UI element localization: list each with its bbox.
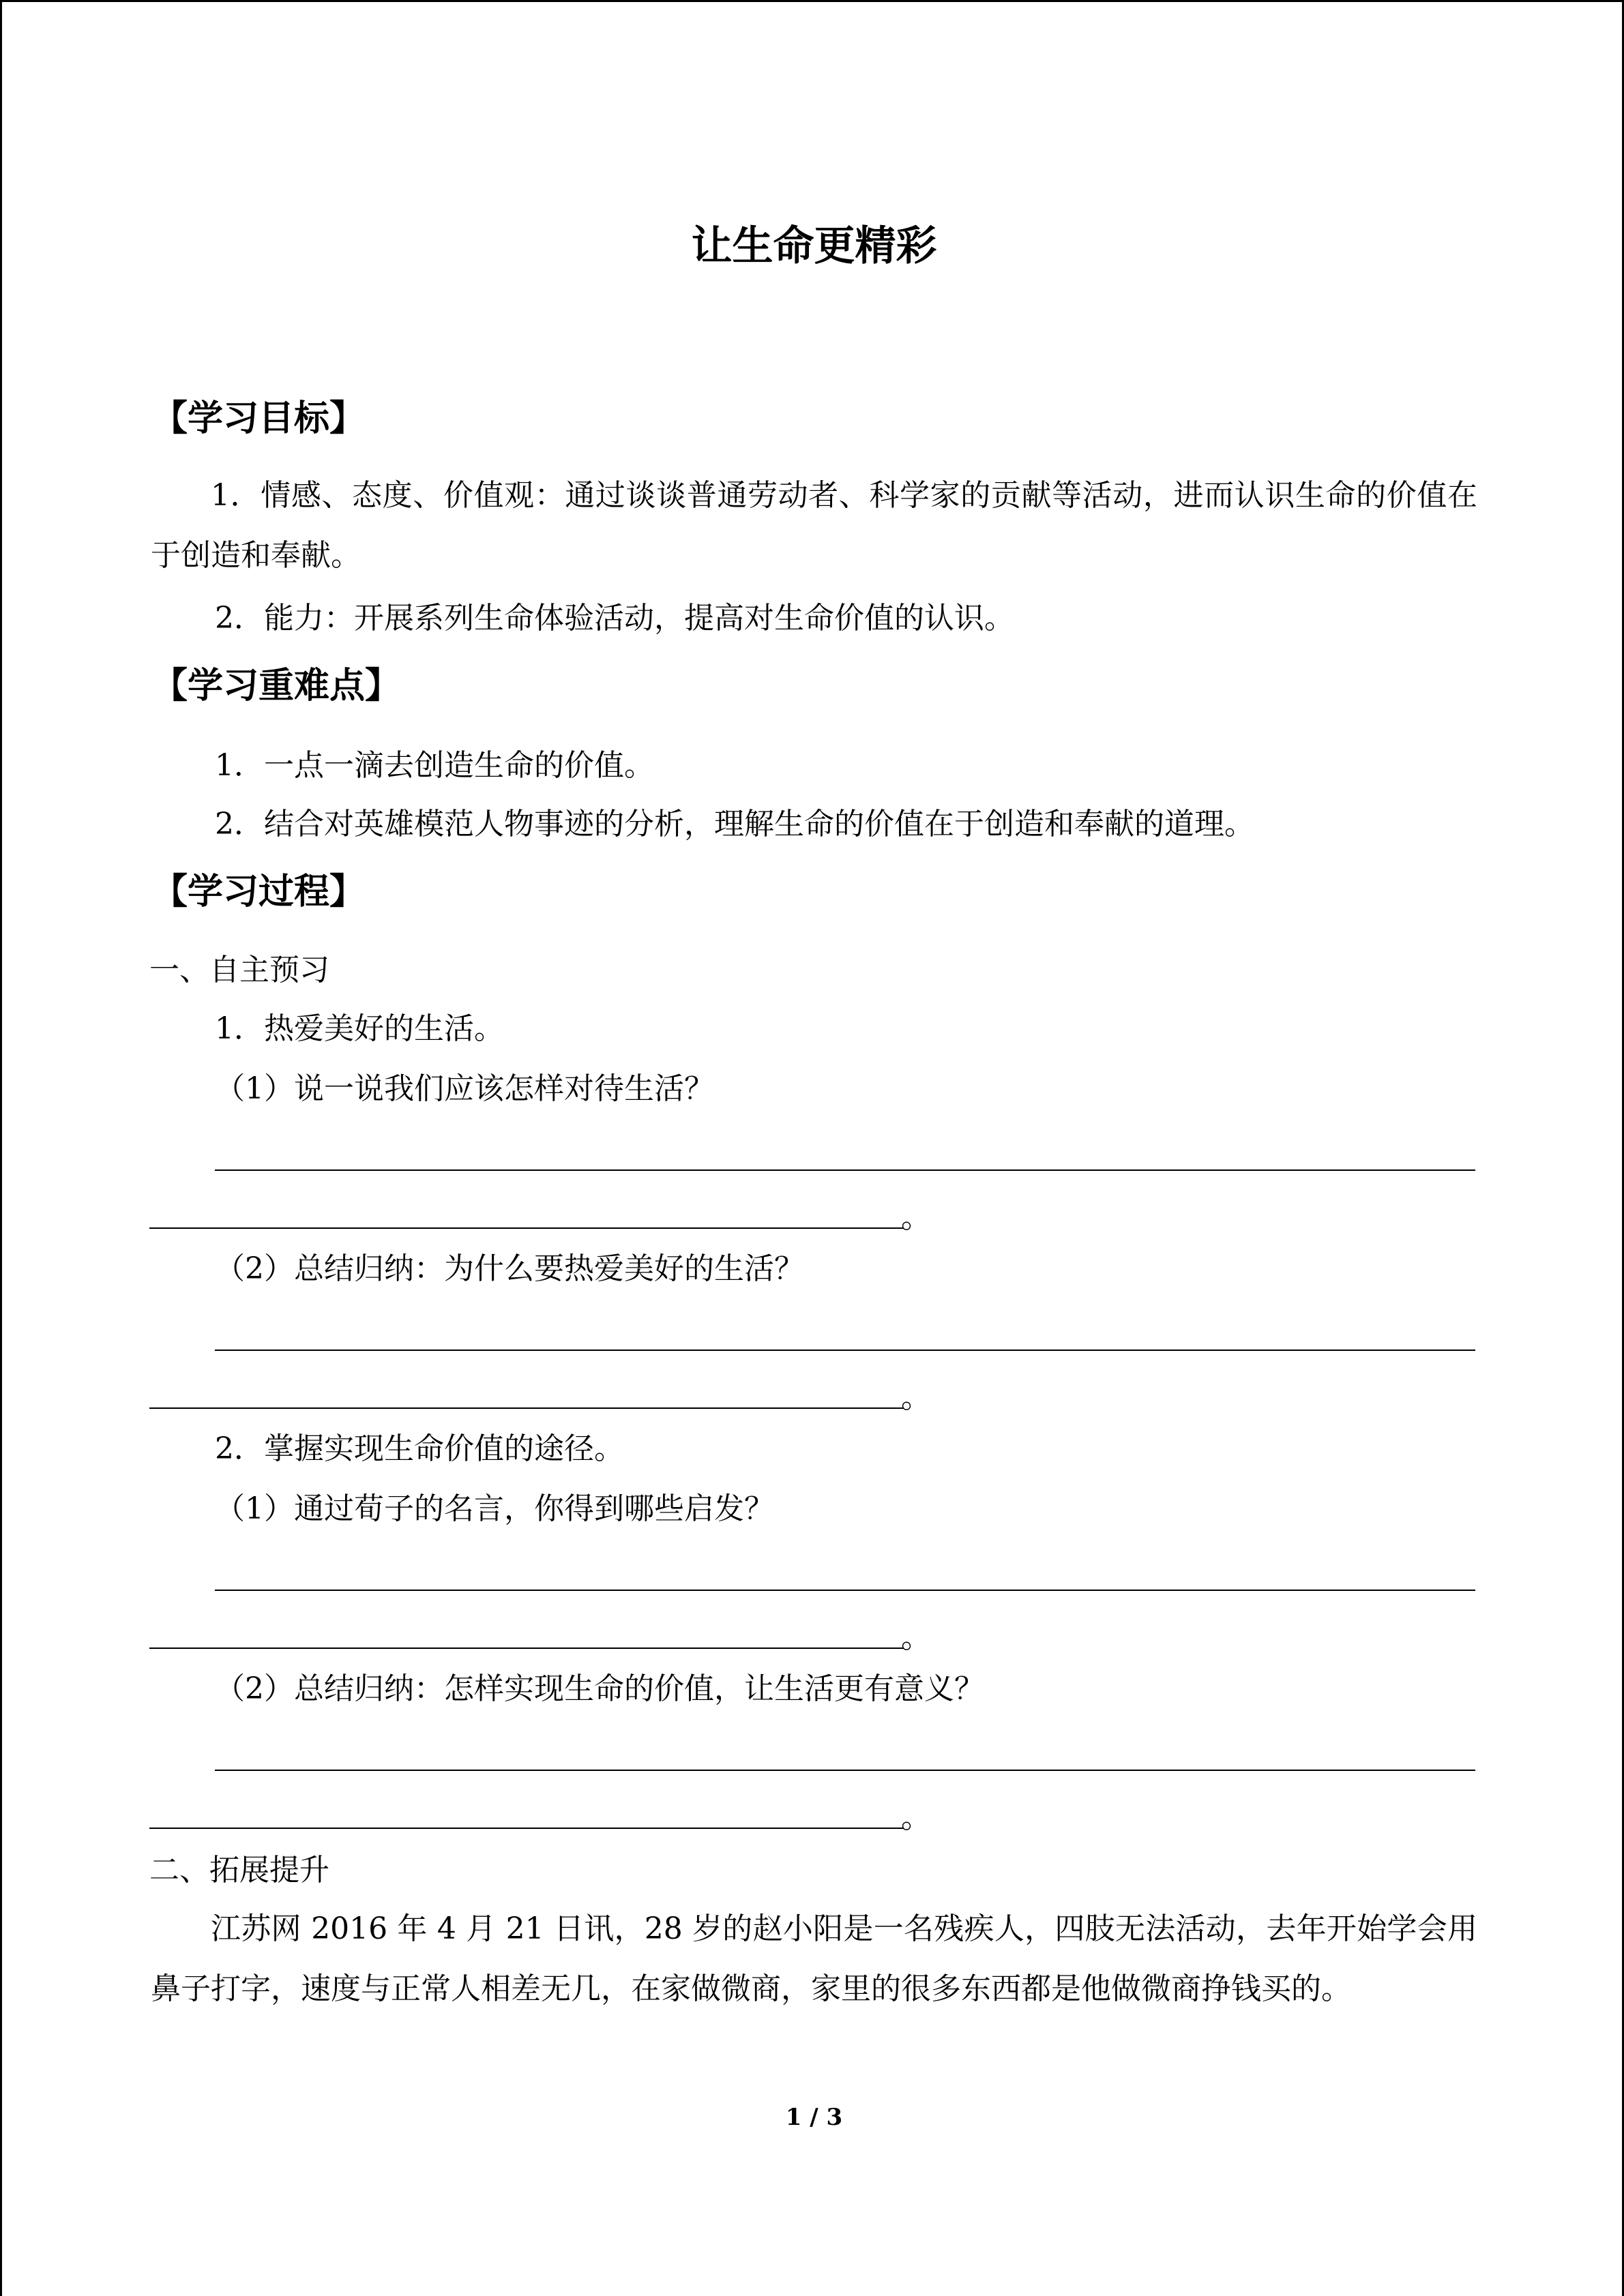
- answer-line-2b[interactable]: [149, 1407, 904, 1409]
- answer-period-1: 。: [901, 1200, 931, 1235]
- keypoint-item-1: 1．一点一滴去创造生命的价值。: [215, 748, 654, 783]
- question-3: （1）通过荀子的名言，你得到哪些启发？: [215, 1491, 774, 1526]
- part1-label: 一、自主预习: [149, 953, 329, 987]
- page-title: 让生命更精彩: [691, 222, 937, 270]
- answer-period-2: 。: [901, 1380, 931, 1415]
- heading-objectives: 【学习目标】: [152, 398, 366, 439]
- keypoint-item-2: 2．结合对英雄模范人物事迹的分析，理解生命的价值在于创造和奉献的道理。: [215, 807, 1254, 841]
- part1-item-2: 2．掌握实现生命价值的途径。: [215, 1431, 624, 1466]
- part2-text: 江苏网 2016 年 4 月 21 日讯，28 岁的赵小阳是一名残疾人，四肢无法活动，去年开始学会用鼻子打字，速度与正常人相差无几，在家做微商，家里的很多东西都是他做微商挣钱买的。: [151, 1911, 1477, 2006]
- answer-line-2a[interactable]: [215, 1350, 1475, 1351]
- question-4: （2）总结归纳：怎样实现生命的价值，让生活更有意义？: [215, 1671, 984, 1706]
- heading-process: 【学习过程】: [152, 871, 366, 912]
- heading-keypoints: 【学习重难点】: [152, 666, 401, 706]
- part2-label: 二、拓展提升: [149, 1853, 329, 1888]
- answer-line-4a[interactable]: [215, 1770, 1475, 1771]
- question-2: （2）总结归纳：为什么要热爱美好的生活？: [215, 1251, 804, 1286]
- answer-line-3b[interactable]: [149, 1648, 904, 1649]
- question-1: （1）说一说我们应该怎样对待生活？: [215, 1071, 714, 1106]
- objective-item-2: 2．能力：开展系列生命体验活动，提高对生命价值的认识。: [215, 601, 1014, 636]
- answer-line-4b[interactable]: [149, 1828, 904, 1829]
- answer-line-3a[interactable]: [215, 1590, 1475, 1591]
- page-number: 1 / 3: [785, 2104, 843, 2131]
- objective-item-1: 1．情感、态度、价值观：通过谈谈普通劳动者、科学家的贡献等活动，进而认识生命的价值在于创造和奉献。: [151, 478, 1477, 573]
- answer-line-1b[interactable]: [149, 1227, 904, 1229]
- part1-item-1: 1．热爱美好的生活。: [215, 1011, 504, 1046]
- answer-line-1a[interactable]: [215, 1169, 1475, 1171]
- answer-period-3: 。: [901, 1620, 931, 1655]
- answer-period-4: 。: [901, 1800, 931, 1835]
